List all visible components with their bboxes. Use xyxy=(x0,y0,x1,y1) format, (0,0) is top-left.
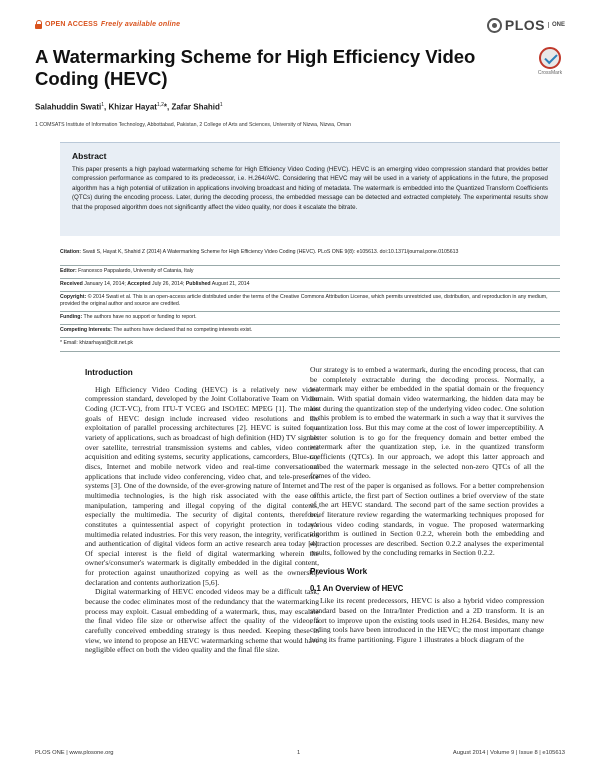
accepted-label: Accepted xyxy=(127,281,151,287)
open-access-badge xyxy=(35,20,180,28)
right-column xyxy=(310,365,544,645)
article-title: A Watermarking Scheme for High Efficiency Video Coding (HEVC) xyxy=(35,46,476,89)
author-list xyxy=(35,102,223,112)
freely-available-label: Freely available online xyxy=(100,20,181,28)
competing-interests-line xyxy=(60,327,560,334)
email-text[interactable]: * Email: khizarhayat@ciit.net.pk xyxy=(60,340,134,346)
citation-text: Swati S, Hayat K, Shahid Z (2014) A Watermarking Scheme for High Efficiency Video Coding (HEVC). PLoS ONE 9(8): e105613. doi:10.1371/journal.pone.0105613 xyxy=(82,249,459,255)
previous-work-heading: Previous Work xyxy=(310,567,368,577)
body-paragraph: Digital watermarking of HEVC encoded videos may be a difficult task, because the codec eliminates most of the redundancy that the watermarking process may exploit. Casual embedding of a watermark, thus, may escalate the final video file size or otherwise affect the quality of the video; a carefully conceived embedding strategy is thus needed. Keeping these in view, we intend to propose an HEVC watermarking scheme that would have negligible effect on both the video quality and the final file size. xyxy=(85,587,319,655)
editor-text: Francesco Pappalardo, University of Catania, Italy xyxy=(78,268,194,274)
competing-interests-text: The authors have declared that no competing interests exist. xyxy=(113,327,253,333)
accepted-date: July 26, 2014; xyxy=(152,281,185,287)
plos-logo-text: PLOS xyxy=(504,17,545,33)
plos-logo-subtext: ONE xyxy=(548,22,565,28)
open-access-label: OPEN ACCESS xyxy=(45,20,98,28)
author-affiliation-mark: 1 xyxy=(101,102,105,108)
body-paragraph: Like its recent predecessors, HEVC is also a hybrid video compression standard based on the Intra/Inter Prediction and a 2D transform. It is an effort to improve upon the existing tools used in H.264. Besides, many new coding tools have been introduced in the HEVC; the most important change being its frame partitioning. Figure 1 illustrates a block diagram of the xyxy=(310,596,544,645)
funding-line xyxy=(60,314,560,321)
divider xyxy=(60,324,560,325)
abstract-text: This paper presents a high payload watermarking scheme for High Efficiency Video Coding (HEVC). HEVC is an emerging video compression standard that provides better compression performance as compared to its predecessor, i.e. H.264/AVC. Considering that HEVC may will be used in a variety of applications in the future, the proposed algorithm has a high potential of utilization in applications involving broadcast and hiding of metadata. The watermark is embedded into the Quantized Transform Coefficients (QTCs) during the encoding process. Later, during the decoding process, the embedded message can be detected and extracted completely. The experimental results show that the proposed algorithm does not significantly affect the video quality, nor does it escalate the bitrate. xyxy=(72,166,548,211)
footer-page-number: 1 xyxy=(297,750,301,756)
citation-line xyxy=(60,249,560,256)
introduction-heading: Introduction xyxy=(85,368,133,377)
plos-logo[interactable] xyxy=(487,17,565,33)
divider xyxy=(60,265,560,266)
copyright-text: © 2014 Swati et al. This is an open-access article distributed under the terms of the Creative Commons Attribution License, which permits unrestricted use, distribution, and reproduction in any medium, provided the original author and source are credited. xyxy=(60,294,548,308)
crossmark-icon xyxy=(539,47,561,69)
page-footer xyxy=(35,750,565,760)
dates-line xyxy=(60,281,560,288)
footer-journal[interactable]: PLOS ONE | www.plosone.org xyxy=(35,750,114,756)
body-paragraph: The rest of the paper is organised as follows. For a better comprehension of this article, the first part of Section outlines a brief overview of the state of the art HEVC standard. The second part of the same section provides a brief literature review regarding the watermarking techniques proposed for various video coding standards, in vogue. The proposed watermarking algorithm is outlined in Section 0.2.2, wherein both the embedding and extraction processes are described. Section 0.2.2 analyses the experimental results, followed by the concluding remarks in Section 0.2.2. xyxy=(310,480,544,558)
funding-text: The authors have no support or funding to report. xyxy=(83,314,197,320)
abstract-heading: Abstract xyxy=(72,151,107,161)
divider xyxy=(60,291,560,292)
author-name[interactable]: Khizar Hayat xyxy=(108,102,157,112)
editor-label: Editor: xyxy=(60,268,77,274)
published-date: August 21, 2014 xyxy=(211,281,250,287)
page-header xyxy=(35,17,565,34)
open-lock-icon xyxy=(35,20,42,28)
body-paragraph: Our strategy is to embed a watermark, during the encoding process, that can be completely extractable during the decoding process. Normally, a watermark may either be embedded in the spatial domain or the frequency domain. With spatial domain video watermarking, the hidden data may be lost during the quantization step of the underlying video codec. One solution to this problem is to embed the watermark in such a way that it survives the quantization loss. But this may come at the cost of lower imperceptibility. A better solution is to go for the frequency domain and better embed the watermark after the quantization step, i.e. in the quantized transform coefficients (QTCs). In our approach, we adopt this latter approach and embed the watermark message in the selected non-zero QTCs of all the frames of the video. xyxy=(310,365,544,481)
received-date: January 14, 2014; xyxy=(84,281,126,287)
author-name[interactable]: Salahuddin Swati xyxy=(35,102,102,112)
author-affiliation-mark: 1 xyxy=(219,102,223,108)
copyright-line xyxy=(60,294,560,308)
affiliations: 1 COMSATS Institute of Information Technology, Abbottabad, Pakistan, 2 College of Arts and Sciences, University of Nizwa, Nizwa, Oman xyxy=(35,122,352,128)
email-line[interactable] xyxy=(60,340,560,347)
hevc-overview-subheading: 0.1 An Overview of HEVC xyxy=(310,583,404,593)
author-name[interactable]: Zafar Shahid xyxy=(171,102,220,112)
crossmark-badge[interactable] xyxy=(535,47,565,76)
left-column xyxy=(85,368,319,655)
footer-issue: August 2014 | Volume 9 | Issue 8 | e105613 xyxy=(452,750,565,756)
editor-line xyxy=(60,268,560,275)
body-paragraph: High Efficiency Video Coding (HEVC) is a relatively new video compression standard, developed by the Joint Collaborative Team on Video Coding (JCT-VC), from ITU-T VCEG and ISO/IEC MPEG [1]. The main goals of HEVC design include increased video resolutions and the exploitation of parallel processing architectures [2]. HEVC is suited for a variety of applications, such as broadcast of high definition (HD) TV signals over satellite, terrestrial transmission systems and cables, video content acquisition and editing systems, security applications, camcorders, Blue-ray discs, Internet and mobile network video and real-time conversational applications that include video conferencing, video chat, and tele-presence systems [3]. One of the downside, of the ever-growing nature of Internet and multimedia technologies, is the high risk associated with the ease of manipulation, tampering and illegal copying of the digital contents, especially the multimedia. The security of digital contents, therefore, constitutes a quintessential aspect of copyright protection in today's multimedia related industries. For this very reason, the integrity, verification and authentication of digital videos form an active research area today [4]. Of special interest is the field of digital watermarking wherein the owner's/consumer's watermark is digitally embedded in the digital content, for protection against unauthorized copying as well as the ownership declaration and contents authorization [5,6]. xyxy=(85,384,319,587)
crossmark-label: CrossMark xyxy=(537,70,563,76)
competing-interests-label: Competing Interests: xyxy=(60,327,112,333)
author-affiliation-mark: 1,2 xyxy=(156,102,164,108)
author-separator: , xyxy=(104,102,109,112)
published-label: Published xyxy=(185,281,211,287)
received-label: Received xyxy=(60,281,83,287)
citation-label: Citation: xyxy=(60,249,82,255)
divider xyxy=(60,351,560,352)
plos-logo-icon xyxy=(487,18,502,33)
divider xyxy=(60,311,560,312)
abstract-box xyxy=(60,142,560,236)
copyright-label: Copyright: xyxy=(60,294,87,300)
divider xyxy=(60,337,560,338)
author-separator: *, xyxy=(163,102,172,112)
funding-label: Funding: xyxy=(60,314,83,320)
divider xyxy=(60,278,560,279)
